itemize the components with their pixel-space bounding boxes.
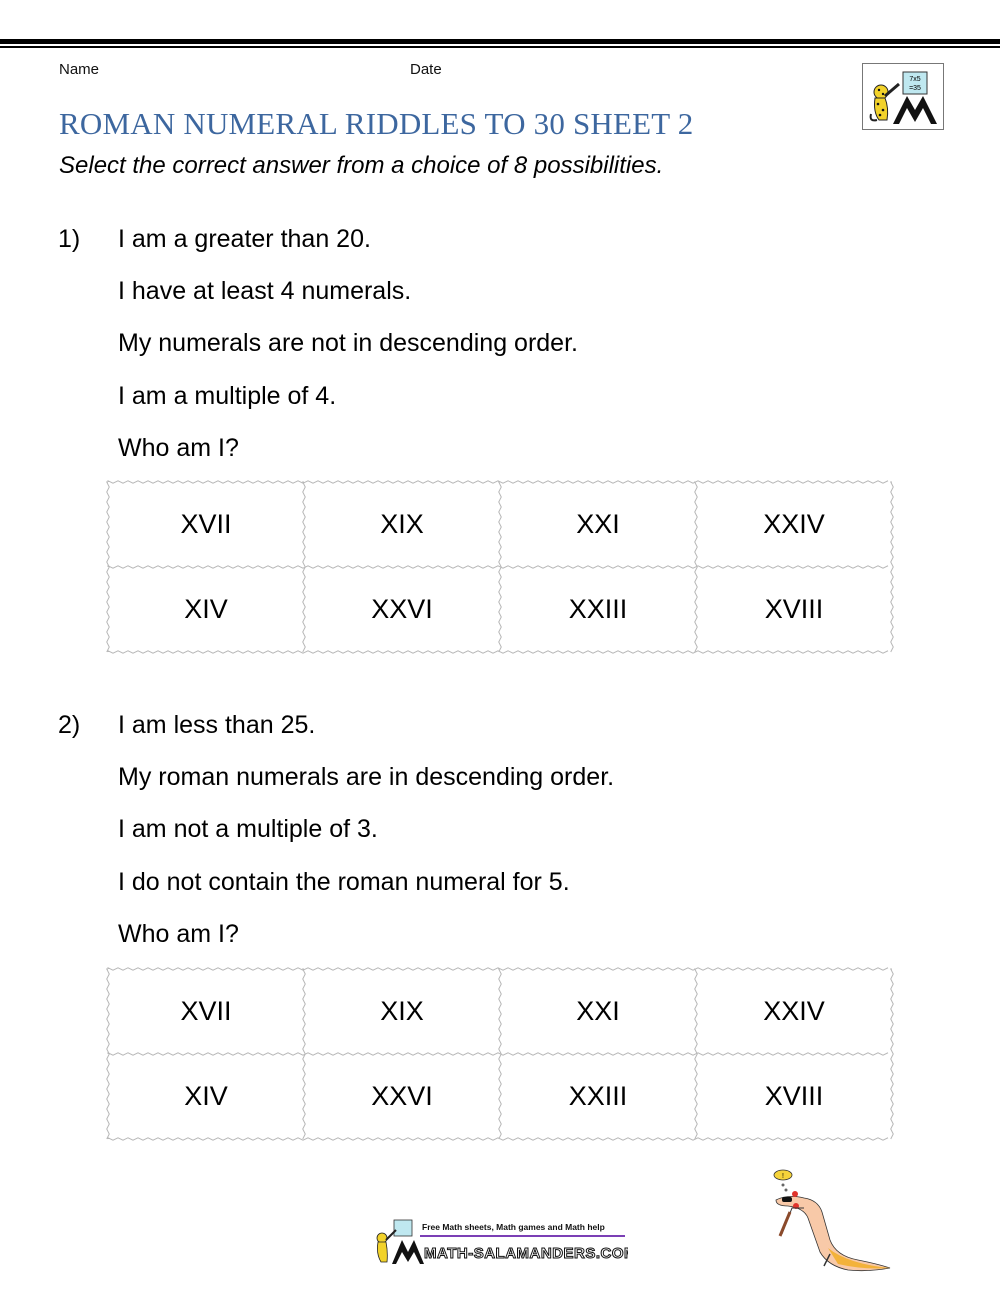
- choice-label: XXIV: [763, 509, 825, 539]
- choice-label: XVIII: [764, 1081, 824, 1111]
- choice-label: XIX: [380, 509, 424, 539]
- mascot-thought: !: [782, 1173, 784, 1180]
- choice-label: XIV: [184, 594, 228, 624]
- name-label: Name: [59, 61, 100, 78]
- logo-board-line2: =35: [909, 85, 921, 92]
- riddle-clues: [118, 225, 578, 486]
- math-salamanders-logo-icon: [862, 63, 944, 130]
- clue-line: I have at least 4 numerals.: [118, 277, 412, 306]
- choice-label: XVII: [180, 509, 232, 539]
- footer-tagline: Free Math sheets, Math games and Math help: [422, 1222, 605, 1232]
- choice-label: XIX: [380, 996, 424, 1026]
- choice-label: XXIII: [568, 1081, 628, 1111]
- top-border-thin: [0, 46, 1000, 48]
- question-prompt: Who am I?: [118, 919, 239, 948]
- zigzag-grid-border: [105, 966, 895, 1142]
- page-title: ROMAN NUMERAL RIDDLES TO 30 SHEET 2: [59, 106, 694, 141]
- clue-line: My roman numerals are in descending order.: [118, 763, 615, 792]
- choice-label: XXVI: [371, 1081, 433, 1111]
- logo-board-line1: 7x5: [909, 76, 921, 83]
- zigzag-grid-border: [105, 479, 895, 655]
- answer-choices-1: [108, 482, 892, 652]
- clue-line: I am a greater than 20.: [118, 225, 371, 253]
- top-border-thick: [0, 39, 1000, 44]
- choice-label: XIV: [184, 1081, 228, 1111]
- question-prompt: Who am I?: [118, 433, 239, 462]
- question-number: 2): [58, 711, 81, 739]
- instructions: Select the correct answer from a choice of 8 possibilities.: [59, 152, 664, 179]
- choice-label: XXI: [576, 509, 620, 539]
- choice-label: XXVI: [371, 594, 433, 624]
- footer-site-logo[interactable]: [372, 1218, 628, 1268]
- salamander-mascot-icon: [768, 1168, 893, 1278]
- choice-label: XVIII: [764, 594, 824, 624]
- clue-line: I am a multiple of 4.: [118, 381, 337, 410]
- date-label: Date: [410, 61, 442, 78]
- choice-label: XXIII: [568, 594, 628, 624]
- riddle-clues: [118, 711, 614, 972]
- choice-label: XXIV: [763, 996, 825, 1026]
- clue-line: I am not a multiple of 3.: [118, 815, 378, 844]
- clue-line: I am less than 25.: [118, 711, 316, 739]
- answer-choices-2: [108, 969, 892, 1139]
- question-number: 1): [58, 225, 81, 253]
- choice-label: XXI: [576, 996, 620, 1026]
- footer-site-name: MATH-SALAMANDERS.COM: [424, 1245, 628, 1262]
- clue-line: I do not contain the roman numeral for 5.: [118, 867, 570, 896]
- choice-label: XVII: [180, 996, 232, 1026]
- clue-line: My numerals are not in descending order.: [118, 329, 578, 358]
